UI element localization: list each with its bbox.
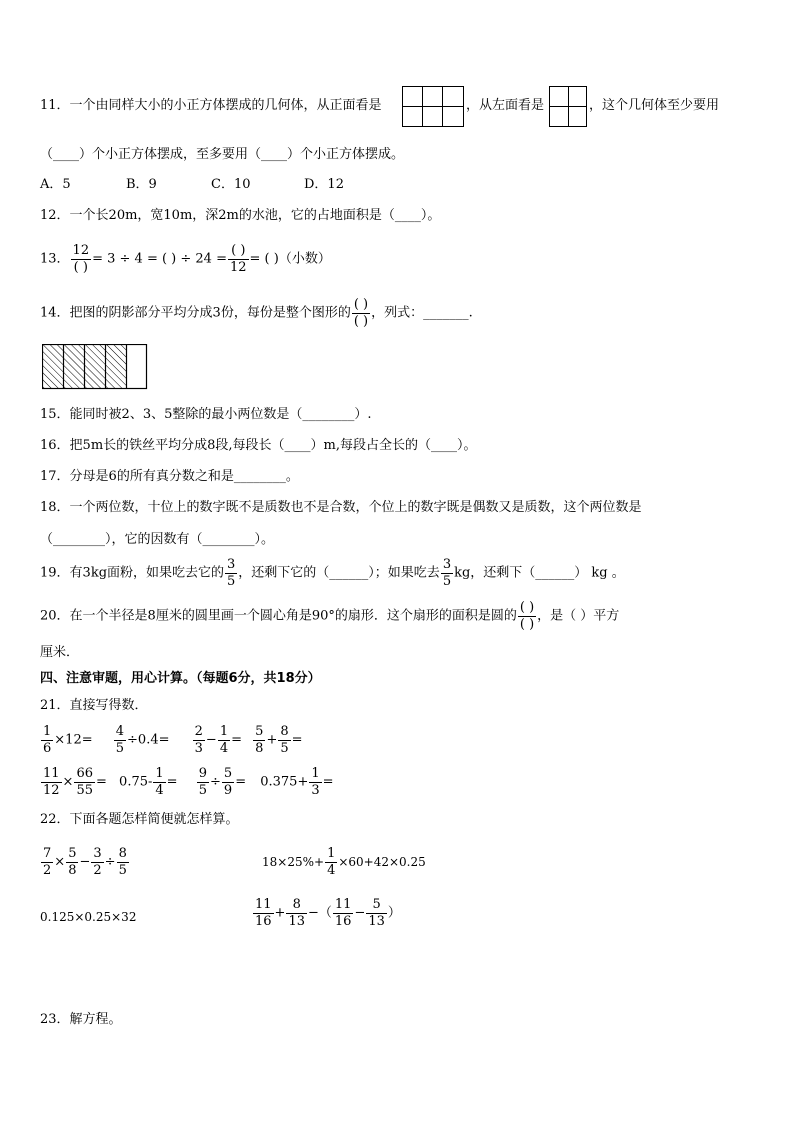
q22-expr-2: 18×25%+ $\frac{1}{4}$ ×60+42×0.25 (262, 846, 426, 878)
q14-shaded-figure (42, 344, 148, 390)
q13-fraction-1: $\frac{12}{( )}$ (72, 243, 90, 275)
q13-expression (40, 244, 331, 274)
q14-text-b: ，列式：_______. (371, 305, 473, 321)
q14-line (40, 298, 473, 328)
q14-fraction: $\frac{( )}{( )}$ (353, 297, 369, 329)
q11-line1 (40, 99, 382, 112)
q13-num: 13． (40, 251, 70, 267)
q11-option-d: D．12 (304, 177, 344, 192)
q21-item-2: $\frac{4}{5}$ ÷0.4= (115, 724, 170, 756)
q14-text-a: 14．把图的阴影部分平均分成3份，每份是整个图形的 (40, 305, 351, 321)
q22-expr-3: 0.125×0.25×32 (40, 910, 137, 924)
q21-item-5: $\frac{11}{12}$ × $\frac{66}{55}$ = (43, 766, 107, 798)
q11-line2: （____）个小正方体摆成，至多要用（____）个小正方体摆成。 (40, 147, 405, 162)
q19-fraction-1: $\frac{3}{5}$ (227, 557, 236, 589)
q21-item-6: 0.75- $\frac{1}{4}$ = (119, 766, 178, 798)
q20-fraction: $\frac{( )}{( )}$ (519, 600, 535, 632)
q18-line2: （________），它的因数有（________）。 (40, 532, 275, 547)
q17-text: 17．分母是6的所有真分数之和是________。 (40, 469, 299, 484)
q21-item-4: $\frac{5}{8}$ + $\frac{8}{5}$ = (255, 724, 303, 756)
q21-row1 (40, 725, 303, 755)
q19-text-a: 19．有3kg面粉，如果吃去它的 (40, 565, 225, 581)
q16-text: 16．把5m长的铁丝平均分成8段,每段长（____）m,每段占全长的（____）。 (40, 438, 477, 453)
q11-option-a: A．5 (40, 177, 71, 192)
q13-middle: = 3 ÷ 4 = ( ) ÷ 24 = (92, 251, 227, 267)
q21-title: 21．直接写得数． (40, 698, 148, 713)
q21-item-3: $\frac{2}{3}$ − $\frac{1}{4}$ = (194, 724, 243, 756)
q12-text: 12．一个长20m，宽10m，深2m的水池，它的占地面积是（____）。 (40, 208, 441, 223)
q13-fraction-2: $\frac{( )}{12}$ (229, 243, 247, 275)
q11-option-c: C．10 (211, 177, 251, 192)
q19-text-b: ，还剩下它的（______）；如果吃去 (238, 565, 440, 581)
section-4-title: 四、注意审题，用心计算。（每题6分，共18分） (40, 671, 321, 686)
front-view-figure (402, 86, 464, 127)
q11-text-a: 11．一个由同样大小的小正方体摆成的几何体，从正面看是 (40, 98, 382, 113)
q22-expr-4: $\frac{11}{16}$ + $\frac{8}{13}$ −（ $\frac{11}{16}$ − $\frac{5}{13}$ ） (255, 897, 401, 929)
q11-text-c: ，这个几何体至少要用 (589, 98, 720, 113)
q11-option-b: B．9 (126, 177, 157, 192)
q21-item-1: $\frac{1}{6}$ ×12= (43, 724, 93, 756)
q22-expr-1: $\frac{7}{2}$ × $\frac{5}{8}$ − $\frac{3}{2}$ ÷ $\frac{8}{5}$ (43, 846, 127, 878)
q22-title: 22．下面各题怎样简便就怎样算。 (40, 812, 239, 827)
q21-item-7: $\frac{9}{5}$ ÷ $\frac{5}{9}$ = (198, 766, 247, 798)
q18-line1: 18．一个两位数，十位上的数字既不是质数也不是合数，个位上的数字既是偶数又是质数，这个两位数是 (40, 500, 642, 515)
q20-line1 (40, 601, 619, 631)
q20-text-a: 20．在一个半径是8厘米的圆里画一个圆心角是90°的扇形．这个扇形的面积是圆的 (40, 608, 517, 624)
left-view-figure (549, 86, 587, 127)
q13-tail: = ( )（小数） (249, 251, 331, 267)
q21-row2 (40, 767, 334, 797)
q19-line (40, 558, 625, 588)
q23-title: 23．解方程。 (40, 1012, 122, 1027)
q15-text: 15．能同时被2、3、5整除的最小两位数是（________）. (40, 407, 372, 422)
q19-text-c: kg，还剩下（______） kg 。 (454, 565, 625, 581)
q20-line2: 厘米． (40, 645, 80, 660)
q21-item-8: 0.375+ $\frac{1}{3}$ = (260, 766, 334, 798)
q20-text-b: ，是（ ）平方 (537, 608, 620, 624)
q11-text-b: ，从左面看是 (466, 98, 545, 113)
q19-fraction-2: $\frac{3}{5}$ (442, 557, 452, 589)
